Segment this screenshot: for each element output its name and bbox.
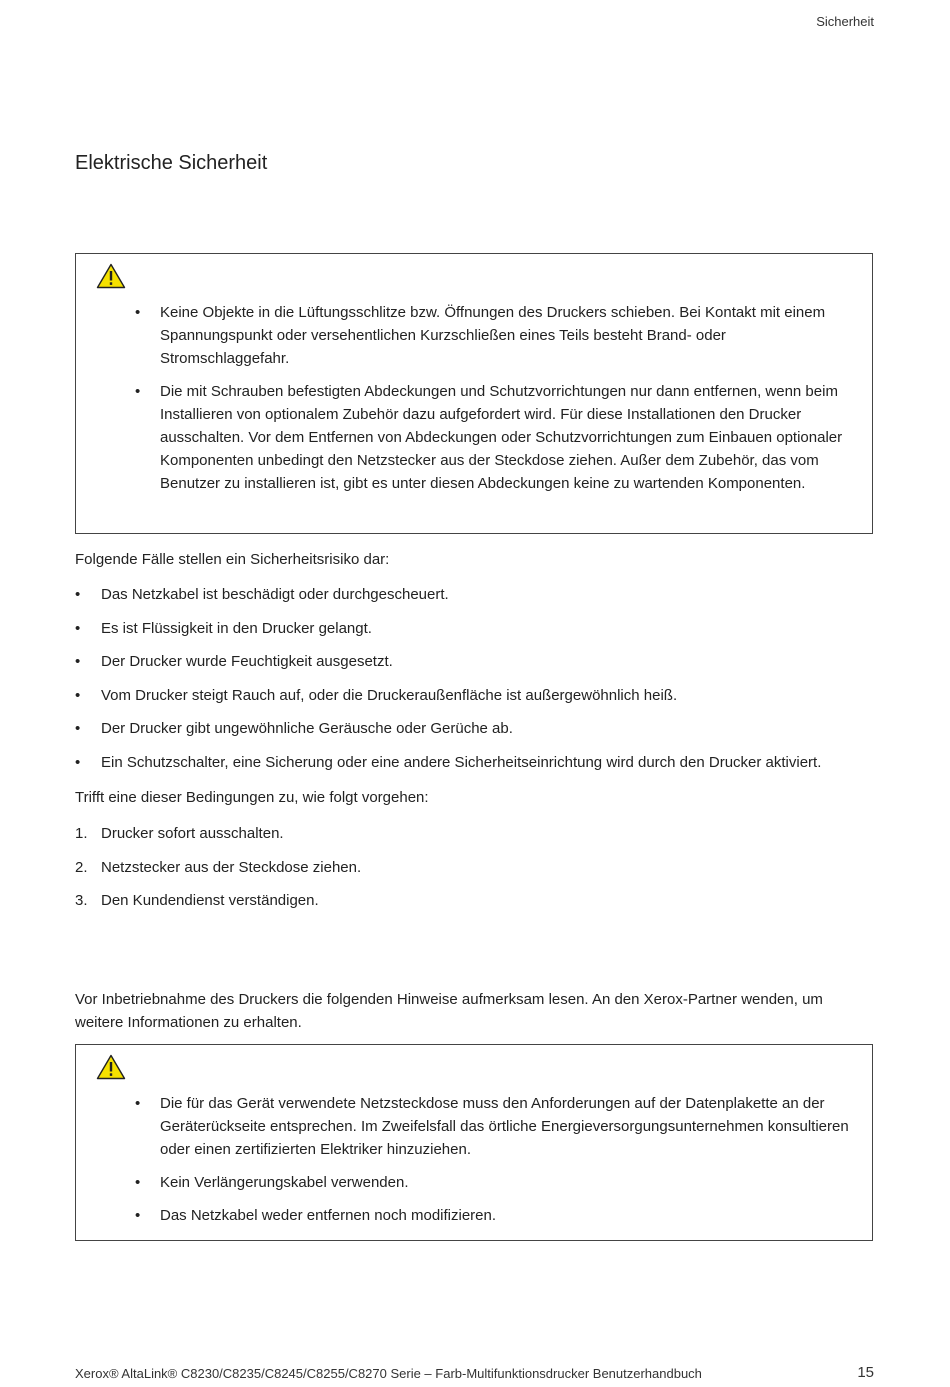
risk-item: • Vom Drucker steigt Rauch auf, oder die Druckeraußenfläche ist außergewöhnlich heiß.: [75, 686, 678, 704]
step-item: 1. Drucker sofort ausschalten.: [75, 825, 284, 842]
risk-list: [75, 583, 875, 785]
warning-item-text: Kein Verlängerungskabel verwenden.: [160, 1174, 409, 1191]
warning-triangle-icon: [96, 263, 126, 289]
warning-list: [135, 301, 854, 505]
running-header: Sicherheit: [816, 14, 874, 29]
warning-item-text: Die für das Gerät verwendete Netzsteckdose muss den Anforderungen auf der Datenplakette an der Geräterückseite entsprechen. Im Zweifelsfall das örtliche Energieversorgungsunternehmen konsultieren oder einen zertifizierten Elektriker hinzuziehen.: [160, 1095, 849, 1158]
risk-item: • Es ist Flüssigkeit in den Drucker gelangt.: [75, 619, 372, 637]
warning-item-text: Die mit Schrauben befestigten Abdeckungen und Schutzvorrichtungen nur dann entfernen, wenn beim Installieren von optionalem Zubehör dazu aufgefordert wird. Für diese Installationen den Drucker ausschalten. Vor dem Entfernen von Abdeckungen oder Schutzvorrichtungen zum Einbauen optionaler Komponenten unbedingt den Netzstecker aus der Steckdose ziehen. Außer dem Zubehör, das vom Benutzer zu installieren ist, gibt es unter diesen Abdeckungen keine zu wartenden Komponenten.: [160, 383, 843, 492]
warning-item: • Kein Verlängerungskabel verwenden.: [135, 1174, 409, 1191]
warning-list: [135, 1092, 854, 1237]
step-item: 2. Netzstecker aus der Steckdose ziehen.: [75, 858, 362, 876]
warning-item: • Das Netzkabel weder entfernen noch modifizieren.: [135, 1207, 497, 1224]
risk-item: • Der Drucker gibt ungewöhnliche Geräusche oder Gerüche ab.: [75, 720, 513, 738]
warning-item-text: Das Netzkabel weder entfernen noch modifizieren.: [160, 1207, 497, 1224]
steps-list: [75, 822, 875, 923]
footer-page-number: 15: [857, 1364, 874, 1381]
step-item: 3. Den Kundendienst verständigen.: [75, 892, 319, 910]
warning-triangle-icon: [96, 1054, 126, 1080]
warning-item-text: Keine Objekte in die Lüftungsschlitze bzw. Öffnungen des Druckers schieben. Bei Kontakt mit einem Spannungspunkt oder versehentlichen Kurzschließen eines Teils besteht Brand- oder Stromschlaggefahr.: [160, 304, 826, 367]
warning-box-power-cord: [75, 1044, 873, 1241]
warning-item: • Die für das Gerät verwendete Netzsteckdose muss den Anforderungen auf der Datenplakette an der Geräterückseite entsprechen. Im Zweifelsfall das örtliche Energieversorgungsunternehmen konsultieren oder einen zertifizierten Elektriker hinzuziehen.: [135, 1095, 849, 1158]
footer-document-title: Xerox® AltaLink® C8230/C8235/C8245/C8255/C8270 Serie – Farb-Multifunktionsdrucker Benutzerhandbuch: [75, 1366, 702, 1381]
section-title: Elektrische Sicherheit: [75, 152, 268, 174]
warning-box-ventilation: [75, 253, 873, 534]
warning-item: • Keine Objekte in die Lüftungsschlitze bzw. Öffnungen des Druckers schieben. Bei Kontakt mit einem Spannungspunkt oder versehentlichen Kurzschließen eines Teils besteht Brand- oder Stromschlaggefahr.: [135, 304, 826, 367]
power-cord-intro: Vor Inbetriebnahme des Druckers die folgenden Hinweise aufmerksam lesen. An den Xerox-Partner wenden, um weitere Informationen zu erhalten.: [75, 991, 823, 1031]
risk-item: • Ein Schutzschalter, eine Sicherung oder eine andere Sicherheitseinrichtung wird durch den Drucker aktiviert.: [75, 753, 822, 771]
risk-item: • Das Netzkabel ist beschädigt oder durchgescheuert.: [75, 586, 449, 603]
risks-intro: Folgende Fälle stellen ein Sicherheitsrisiko dar:: [75, 551, 390, 568]
risk-item: • Der Drucker wurde Feuchtigkeit ausgesetzt.: [75, 653, 393, 671]
steps-intro: Trifft eine dieser Bedingungen zu, wie folgt vorgehen:: [75, 789, 429, 806]
warning-item: • Die mit Schrauben befestigten Abdeckungen und Schutzvorrichtungen nur dann entfernen, wenn beim Installieren von optionalem Zubehör dazu aufgefordert wird. Für diese Installationen den Drucker ausschalten. Vor dem Entfernen von Abdeckungen oder Schutzvorrichtungen zum Einbauen optionaler Komponenten unbedingt den Netzstecker aus der Steckdose ziehen. Außer dem Zubehör, das vom Benutzer zu installieren ist, gibt es unter diesen Abdeckungen keine zu wartenden Komponenten.: [135, 383, 843, 492]
